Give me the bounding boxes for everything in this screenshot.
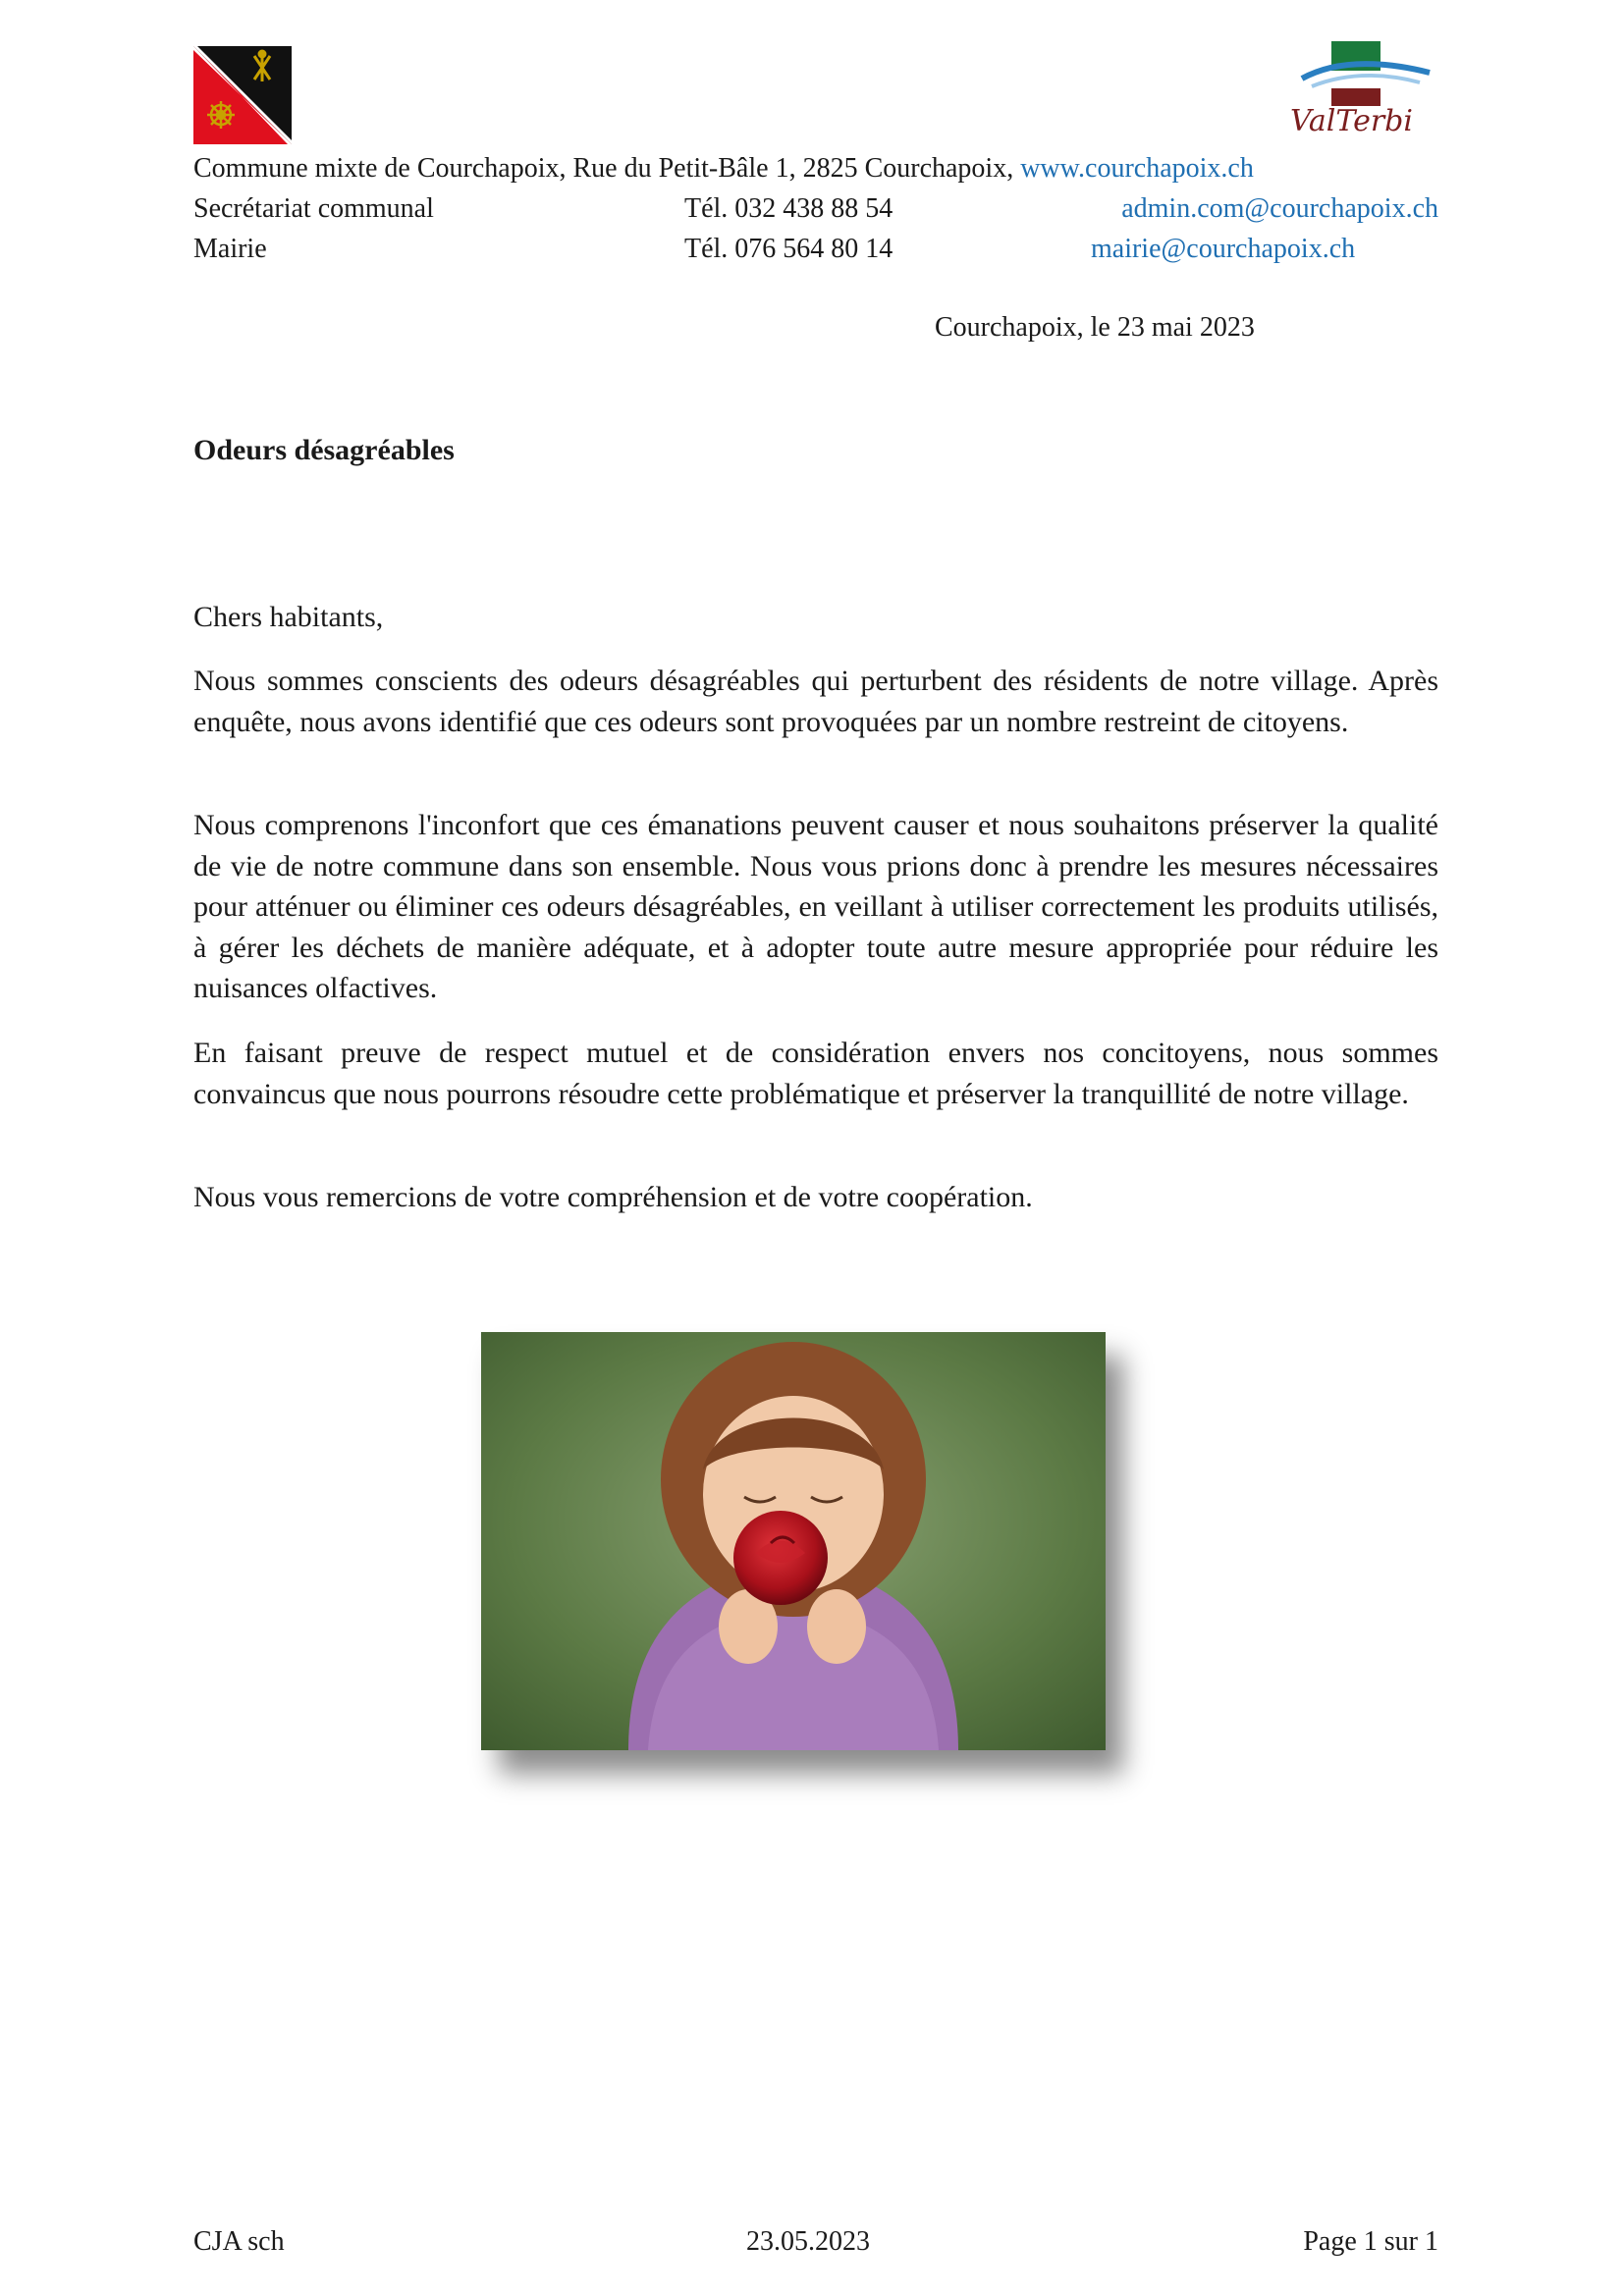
contact-phone-mairie: Tél. 076 564 80 14 bbox=[684, 234, 893, 264]
footer-page-number: Page 1 sur 1 bbox=[1303, 2226, 1438, 2257]
contact-email-mairie[interactable]: mairie@courchapoix.ch bbox=[1091, 234, 1356, 264]
valterbi-logo-graphic bbox=[1282, 39, 1439, 108]
header-address-line bbox=[193, 149, 1254, 188]
header-address-text: Commune mixte de Courchapoix, Rue du Petit-Bâle 1, 2825 Courchapoix, bbox=[193, 153, 1014, 184]
document-title: Odeurs désagréables bbox=[193, 434, 455, 466]
body-paragraph-2: Nous comprenons l'inconfort que ces émanations peuvent causer et nous souhaitons préserver la qualité de vie de notre commune dans son ensemble. Nous vous prions donc à prendre les mesures nécessaires pour atténuer ou éliminer ces odeurs désagréables, en veillant à utiliser correctement les produits utilisés, à gérer les déchets de manière adéquate, et à adopter toute autre mesure appropriée pour réduire les nuisances olfactives. bbox=[193, 809, 1438, 1004]
contact-label-mairie: Mairie bbox=[193, 234, 267, 264]
body-paragraph-1: Nous sommes conscients des odeurs désagréables qui perturbent des résidents de notre village. Après enquête, nous avons identifié que ces odeurs sont provoquées par un nombre restreint de citoyens. bbox=[193, 665, 1438, 738]
greeting: Chers habitants, bbox=[193, 601, 384, 633]
contact-email-secretariat[interactable]: admin.com@courchapoix.ch bbox=[1121, 193, 1438, 224]
body-paragraph-4: Nous vous remercions de votre compréhension et de votre coopération. bbox=[193, 1181, 1033, 1213]
website-link[interactable]: www.courchapoix.ch bbox=[1020, 153, 1254, 184]
contact-phone-secretariat: Tél. 032 438 88 54 bbox=[684, 193, 893, 224]
contact-label-secretariat: Secrétariat communal bbox=[193, 193, 434, 224]
valterbi-logo-text: ValTerbi bbox=[1290, 104, 1413, 138]
valterbi-logo bbox=[1282, 39, 1439, 142]
footer-author: CJA sch bbox=[193, 2226, 285, 2257]
footer-date: 23.05.2023 bbox=[746, 2226, 870, 2257]
date-line: Courchapoix, le 23 mai 2023 bbox=[935, 312, 1255, 343]
photo-child-smelling-rose bbox=[481, 1332, 1106, 1750]
courchapoix-coat-of-arms bbox=[193, 46, 292, 144]
body-paragraph-3: En faisant preuve de respect mutuel et de considération envers nos concitoyens, nous sommes convaincus que nous pourrons résoudre cette problématique et préserver la tranquillité de notre village. bbox=[193, 1037, 1438, 1110]
